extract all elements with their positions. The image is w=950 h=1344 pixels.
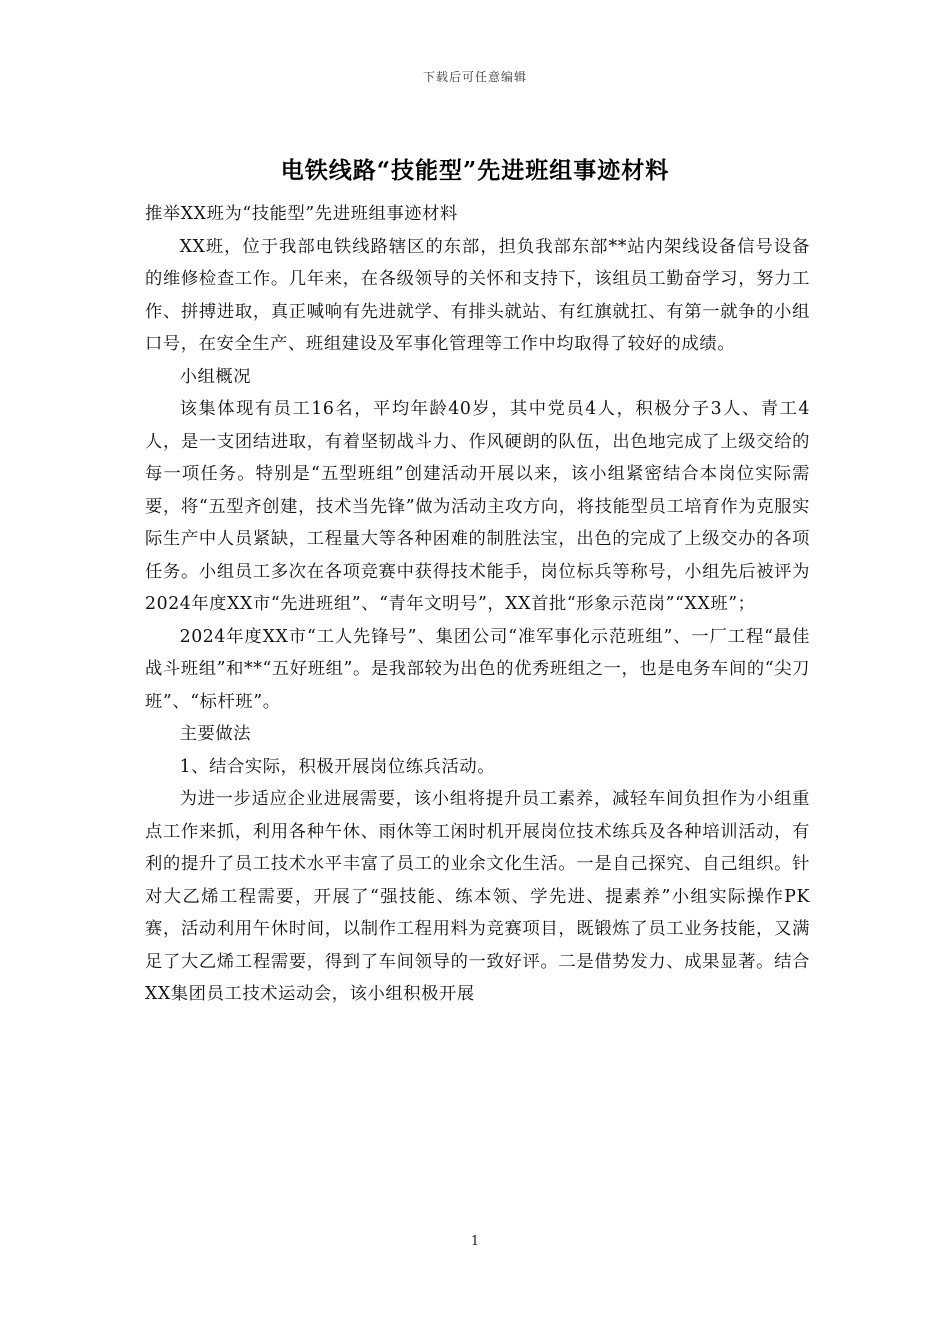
- paragraph-intro: XX班，位于我部电铁线路辖区的东部，担负我部东部**站内架线设备信号设备的维修检查工作。几年来，在各级领导的关怀和支持下，该组员工勤奋学习，努力工作、拼搏进取，真正喊响有先进就学、有排头就站、有红旗就扛、有第一就争的小组口号，在安全生产、班组建设及军事化管理等工作中均取得了较好的成绩。: [145, 236, 810, 354]
- paragraph-methods: 为进一步适应企业进展需要，该小组将提升员工素养，减轻车间负担作为小组重点工作来抓，利用各种午休、雨休等工闲时机开展岗位技术练兵及各种培训活动，有利的提升了员工技术水平丰富了员工的业余文化生活。一是自己探究、自己组织。针对大乙烯工程需要，开展了“强技能、练本领、学先进、提素养”小组实际操作PK赛，活动利用午休时间，以制作工程用料为竞赛项目，既锻炼了员工业务技能，又满足了大乙烯工程需要，得到了车间领导的一致好评。二是借势发力、成果显著。结合XX集团员工技术运动会，该小组积极开展: [145, 789, 810, 1004]
- document-title: 电铁线路“技能型”先进班组事迹材料: [280, 157, 670, 184]
- header-note: 下载后可任意编辑: [422, 70, 527, 84]
- document-body: [145, 198, 810, 1011]
- subsection-heading-1: 1、结合实际，积极开展岗位练兵活动。: [179, 756, 496, 777]
- section-heading-overview: 小组概况: [179, 366, 252, 387]
- paragraph-honors: 2024年度XX市“工人先锋号”、集团公司“准军事化示范班组”、一厂工程“最佳战斗班组”和**“五好班组”。是我部较为出色的优秀班组之一，也是电务车间的“尖刀班”、“标杆班”。: [145, 626, 810, 712]
- document-subtitle: 推举XX班为“技能型”先进班组事迹材料: [145, 204, 458, 224]
- page-number: 1: [470, 1234, 480, 1249]
- paragraph-overview: 该集体现有员工16名，平均年龄40岁，其中党员4人，积极分子3人、青工4人，是一支团结进取，有着坚韧战斗力、作风硬朗的队伍，出色地完成了上级交给的每一项任务。特别是“五型班组”创建活动开展以来，该小组紧密结合本岗位实际需要，将“五型齐创建，技术当先锋”做为活动主攻方向，将技能型员工培育作为克服实际生产中人员紧缺，工程量大等各种困难的制胜法宝，出色的完成了上级交办的各项任务。小组员工多次在各项竞赛中获得技术能手，岗位标兵等称号，小组先后被评为2024年度XX市“先进班组”、“青年文明号”，XX首批“形象示范岗”“XX班”；: [145, 399, 810, 614]
- section-heading-methods: 主要做法: [179, 724, 252, 744]
